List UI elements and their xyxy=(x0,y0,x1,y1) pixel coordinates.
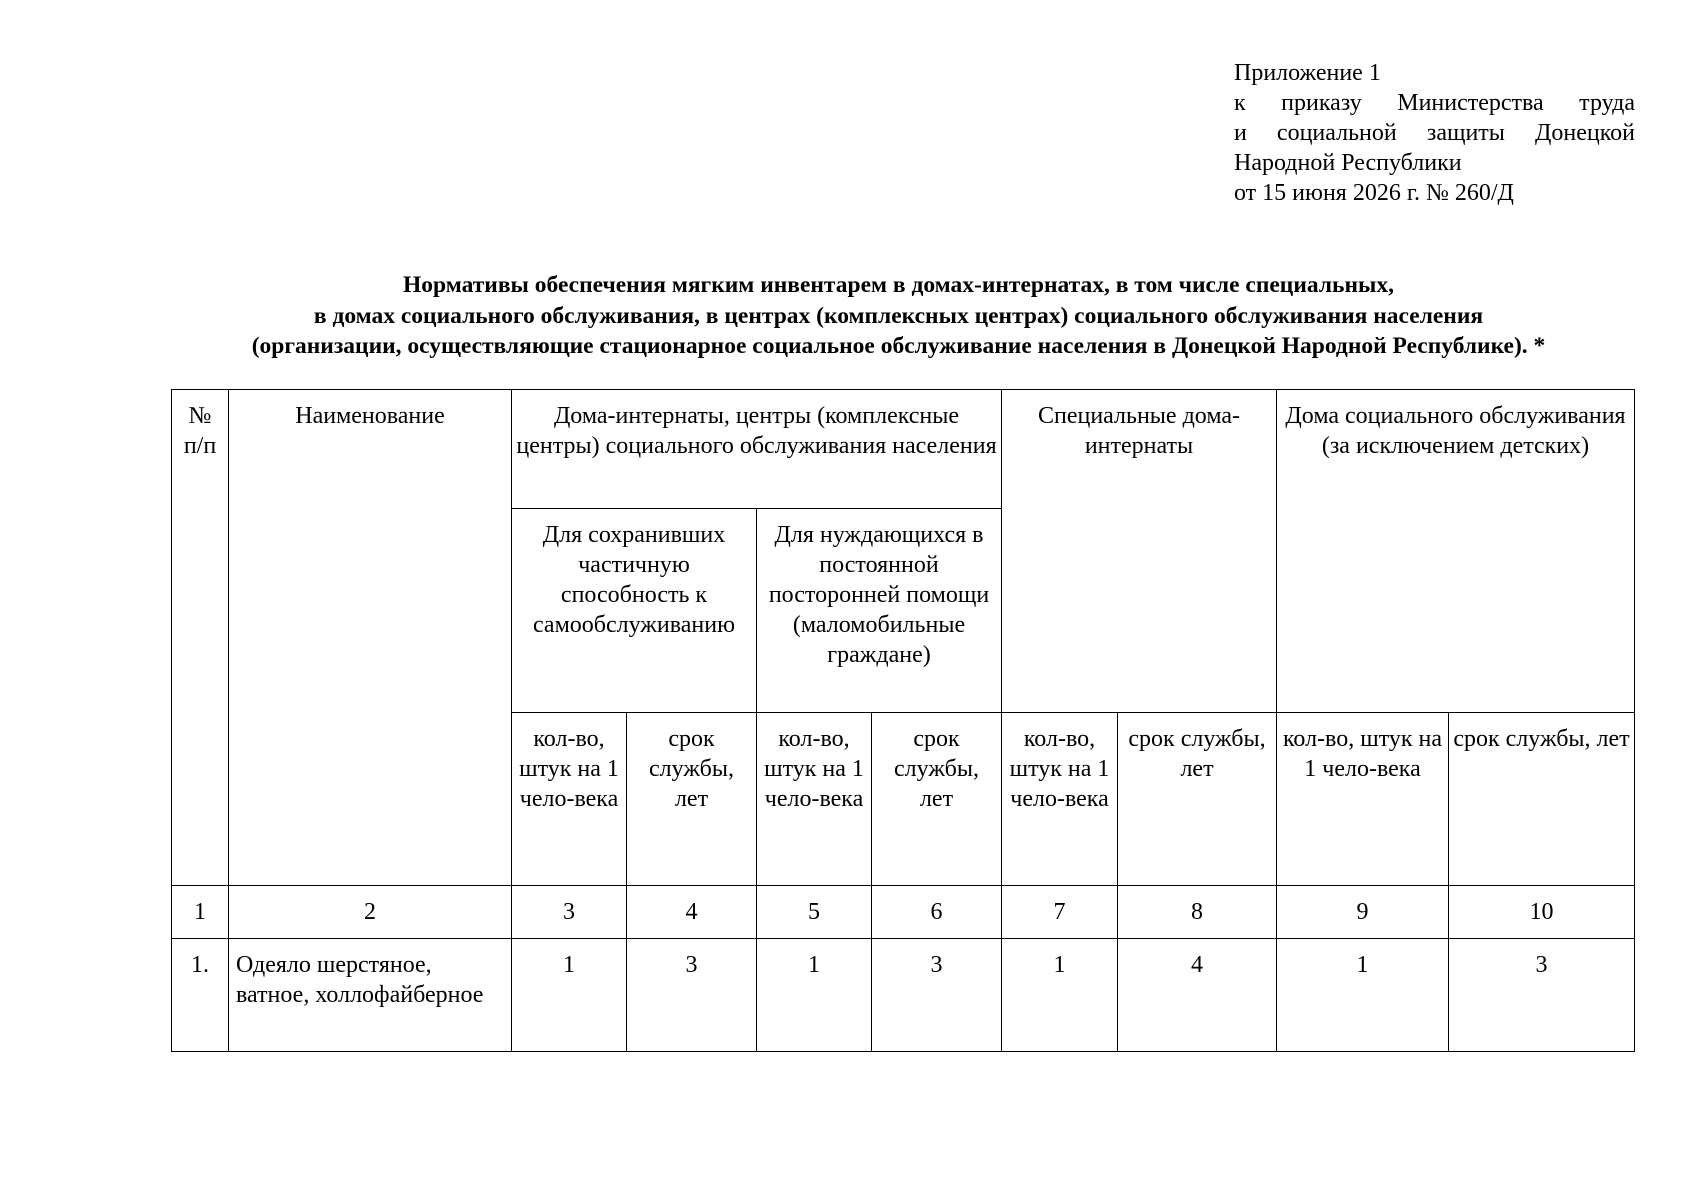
header-name: Наименование xyxy=(229,390,512,886)
item-value: 3 xyxy=(872,939,1002,1052)
item-value: 1 xyxy=(757,939,872,1052)
title-line-2: в домах социального обслуживания, в центрах (комплексных центрах) социального обслуживания населения xyxy=(313,302,1484,329)
header-term: срок службы, лет xyxy=(1449,713,1635,886)
norms-table xyxy=(171,389,1635,1052)
column-number-row xyxy=(172,886,1635,939)
approval-line-4: Народной Республики xyxy=(1234,150,1462,176)
approval-line-2: к приказу Министерства труда xyxy=(1234,90,1635,116)
approval-line-1: Приложение 1 xyxy=(1234,60,1381,86)
column-number: 4 xyxy=(627,886,757,939)
table-row xyxy=(172,939,1635,1052)
item-value: 3 xyxy=(627,939,757,1052)
header-term: срок службы, лет xyxy=(872,713,1002,886)
item-value: 4 xyxy=(1118,939,1277,1052)
column-number: 9 xyxy=(1277,886,1449,939)
approval-line-3: и социальной защиты Донецкой xyxy=(1234,120,1635,146)
header-num: № п/п xyxy=(172,390,229,886)
header-qty: кол-во, штук на 1 чело-века xyxy=(512,713,627,886)
column-number: 8 xyxy=(1118,886,1277,939)
header-row-groups xyxy=(172,390,1635,509)
column-number: 3 xyxy=(512,886,627,939)
column-number: 10 xyxy=(1449,886,1635,939)
title-line-1: Нормативы обеспечения мягким инвентарем в домах-интернатах, в том числе специальных, xyxy=(403,272,1394,298)
column-number: 1 xyxy=(172,886,229,939)
approval-block xyxy=(1234,58,1635,208)
header-qty: кол-во, штук на 1 чело-века xyxy=(1277,713,1449,886)
header-sub-self-care: Для сохранивших частичную способность к самообслуживанию xyxy=(512,509,757,713)
header-qty: кол-во, штук на 1 чело-века xyxy=(1002,713,1118,886)
title-line-3: (организации, осуществляющие стационарное социальное обслуживание населения в Донецкой Народной Республике). * xyxy=(251,333,1546,359)
header-qty: кол-во, штук на 1 чело-века xyxy=(757,713,872,886)
header-group-residential-centers: Дома-интернаты, центры (комплексные центры) социального обслуживания населения xyxy=(512,390,1002,509)
column-number: 7 xyxy=(1002,886,1118,939)
item-name: Одеяло шерстяное, ватное, холлофайберное xyxy=(229,939,512,1052)
header-term: срок службы, лет xyxy=(1118,713,1277,886)
item-value: 1 xyxy=(1002,939,1118,1052)
header-group-special-homes: Специальные дома-интернаты xyxy=(1002,390,1277,713)
item-value: 3 xyxy=(1449,939,1635,1052)
item-value: 1 xyxy=(1277,939,1449,1052)
header-group-social-homes: Дома социального обслуживания (за исключением детских) xyxy=(1277,390,1635,713)
column-number: 6 xyxy=(872,886,1002,939)
approval-line-5: от 15 июня 2026 г. № 260/Д xyxy=(1234,180,1514,206)
document-title xyxy=(150,270,1647,362)
item-value: 1 xyxy=(512,939,627,1052)
header-sub-constant-help: Для нуждающихся в постоянной посторонней помощи (маломобильные граждане) xyxy=(757,509,1002,713)
row-number: 1. xyxy=(172,939,229,1052)
column-number: 5 xyxy=(757,886,872,939)
header-term: срок службы, лет xyxy=(627,713,757,886)
column-number: 2 xyxy=(229,886,512,939)
